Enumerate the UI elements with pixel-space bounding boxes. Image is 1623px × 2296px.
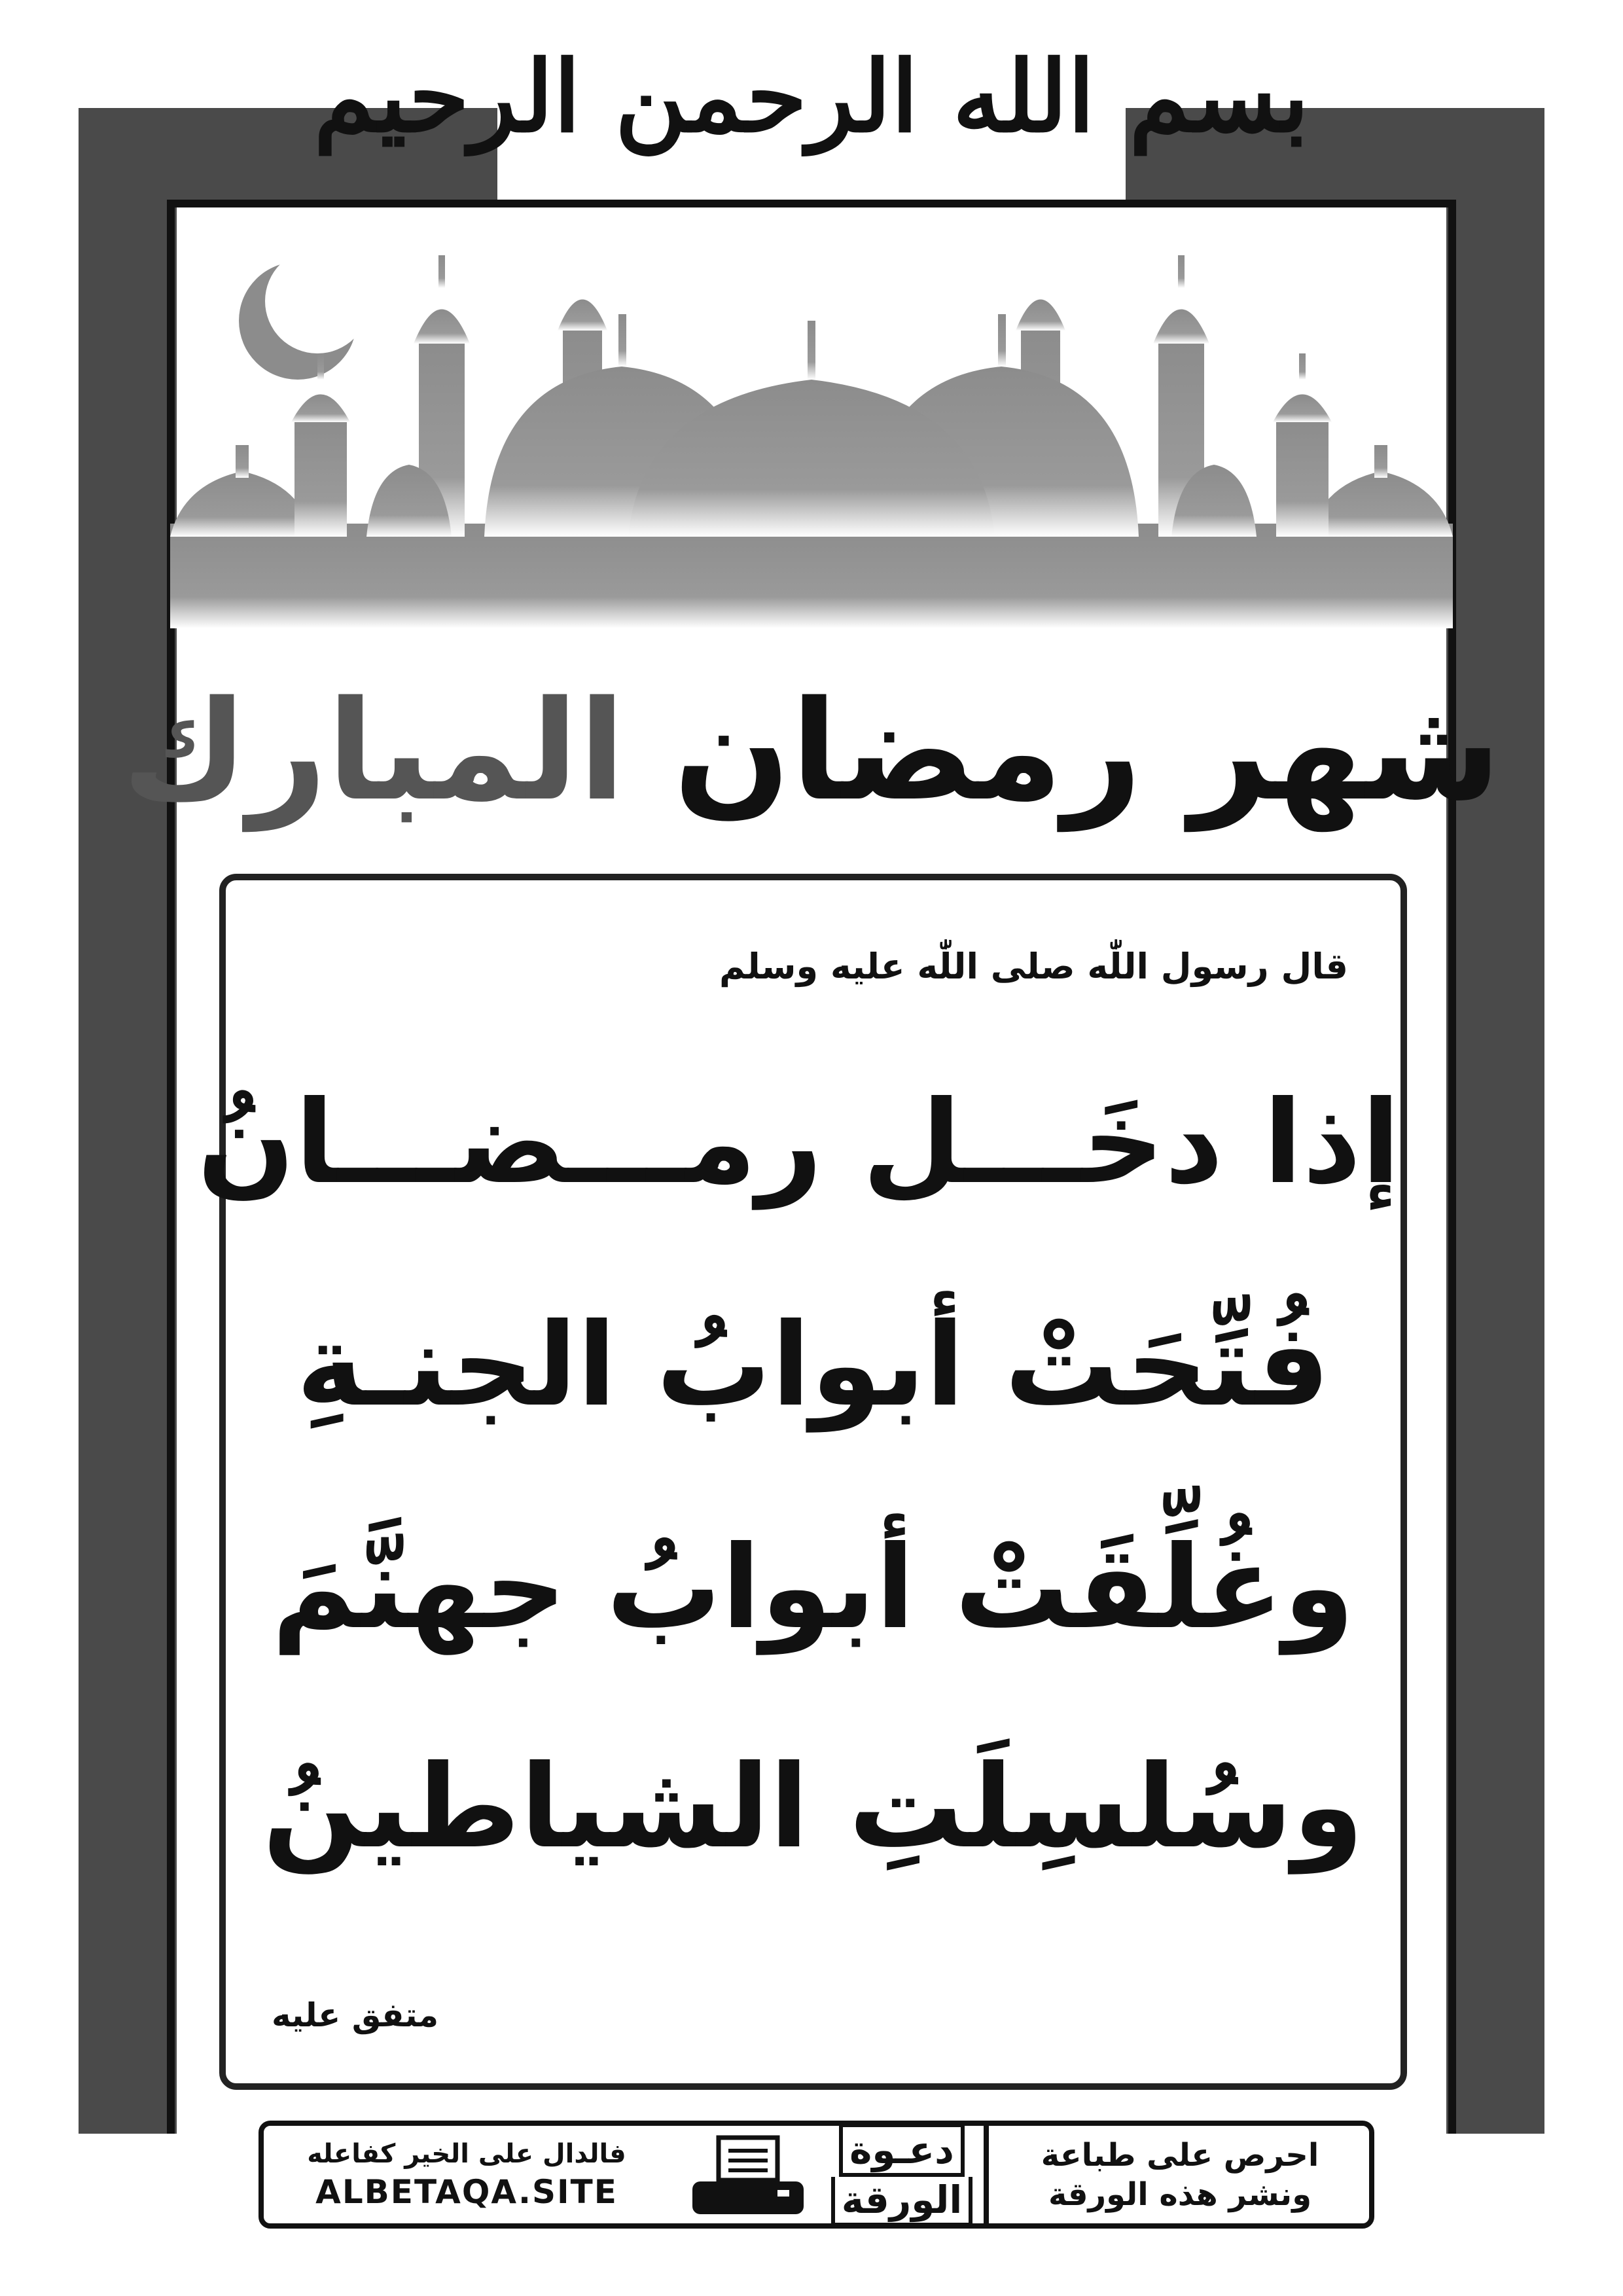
footer-bar: [259, 2121, 1374, 2229]
hadith-line-1: إذا دخَـــل رمـــضـــانُ: [197, 1077, 1400, 1210]
hadith-line-4: وسُلسِلَتِ الشياطينُ: [262, 1741, 1364, 1874]
logo-line-2: الورقة: [831, 2177, 973, 2227]
footer-divider: [984, 2126, 989, 2223]
hadith-line-3: وغُلِّقَتْ أبوابُ جهنَّمَ: [272, 1522, 1355, 1655]
page-title: [0, 671, 1623, 831]
footer-print-cell: [990, 2126, 1370, 2223]
basmala-calligraphy: بسم الله الرحمن الرحيم: [313, 39, 1310, 154]
title-word-ramadan: شهر رمضان: [673, 671, 1501, 831]
frame-left-bar: [79, 108, 177, 2134]
crescent-moon-icon: [239, 249, 370, 380]
dawat-alwaraqa-logo: [827, 2126, 977, 2223]
hadith-source: متفق عليه: [272, 1996, 439, 2034]
hadith-intro: قال رسول اللّٰه صلى اللّٰه عليه وسلم: [719, 946, 1348, 987]
mosque-skyline: [170, 249, 1453, 628]
footer-print-line-1: احرص على طباعة: [1041, 2136, 1319, 2174]
hadith-box: [197, 874, 1407, 2090]
logo-line-1: دعـوة: [839, 2123, 965, 2177]
footer-proverb: فالدال على الخير كفاعله: [307, 2138, 626, 2169]
footer-website-cell: [264, 2126, 669, 2223]
title-word-mubarak: المبارك: [122, 671, 626, 831]
footer-website[interactable]: ALBETAQA.SITE: [315, 2172, 618, 2211]
frame-right-bar: [1446, 108, 1544, 2134]
footer-print-line-2: ونشر هذه الورقة: [1048, 2176, 1312, 2213]
printer-icon: [683, 2126, 813, 2223]
hadith-line-2: فُتِّحَتْ أبوابُ الجنـةِ: [296, 1299, 1330, 1432]
